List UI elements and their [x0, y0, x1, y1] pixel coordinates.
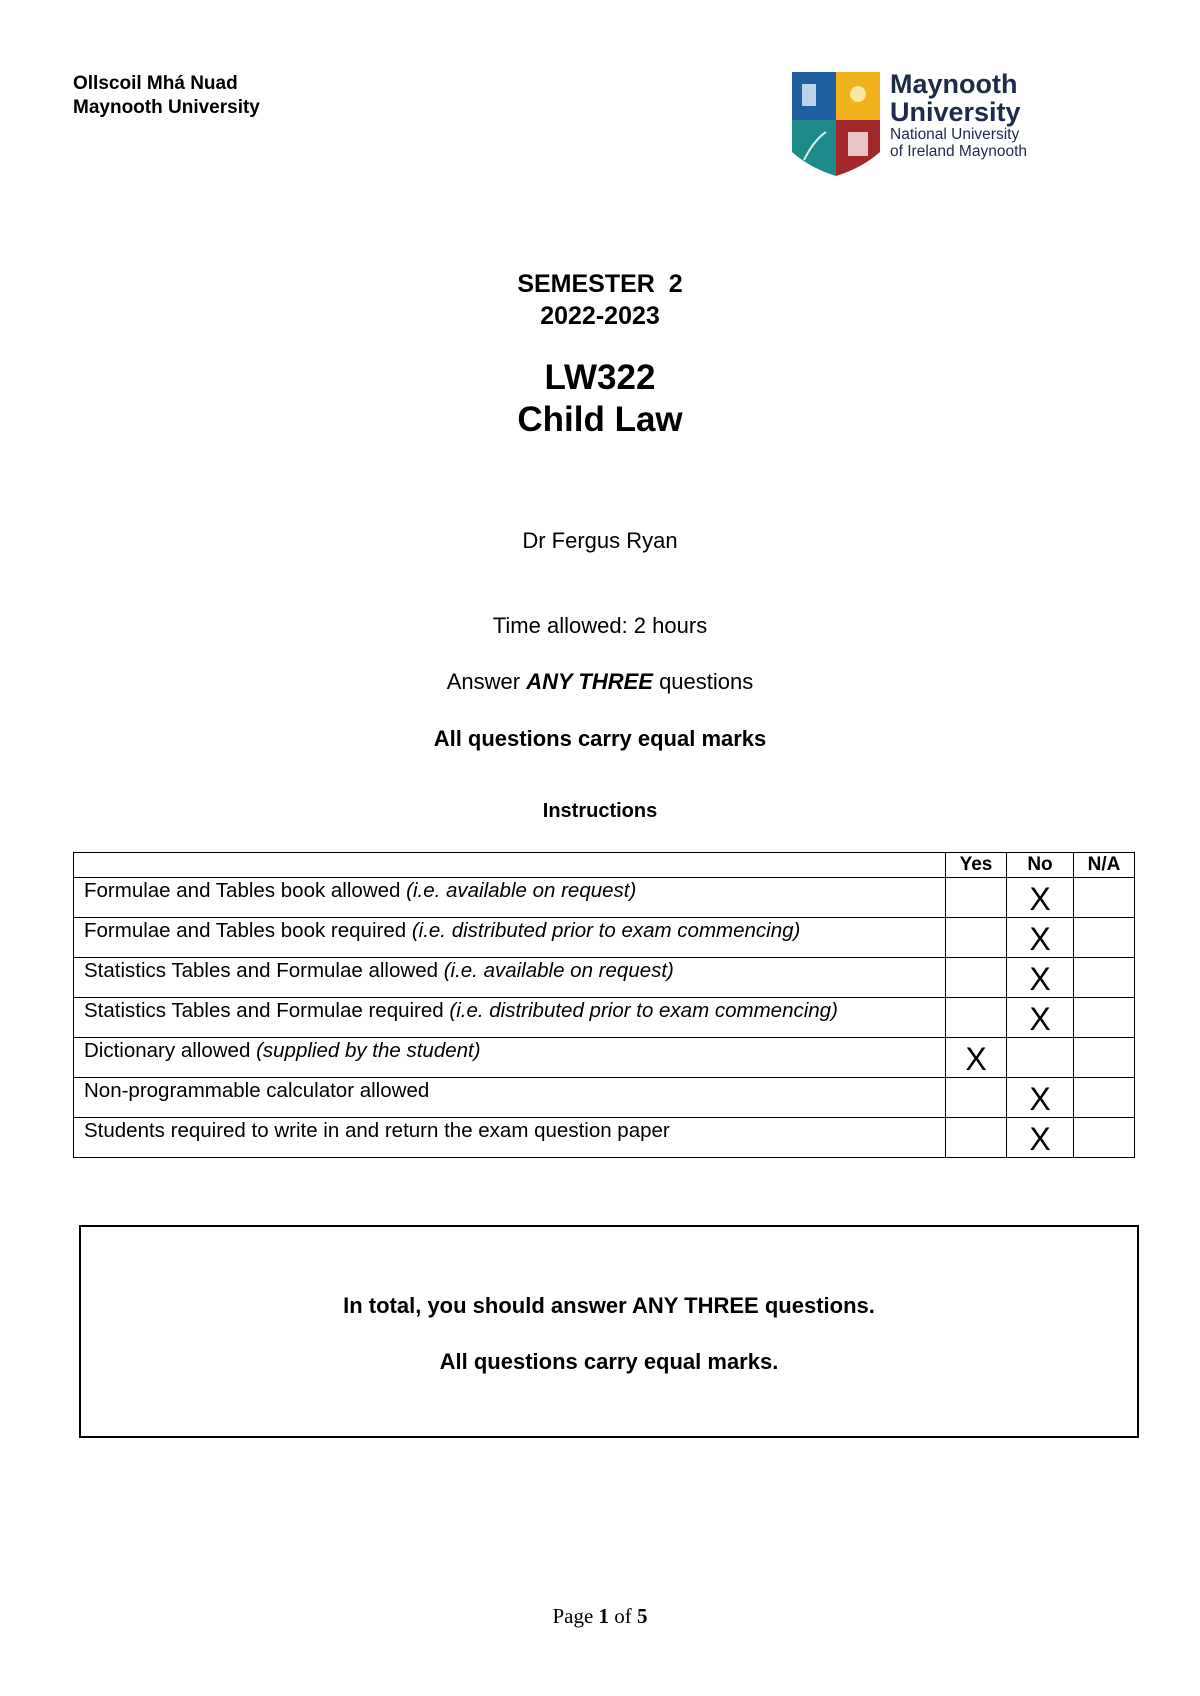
logo-line-university: University [890, 97, 1021, 127]
page-prefix: Page [552, 1604, 599, 1628]
mark-cell-no [1007, 1038, 1074, 1078]
summary-box [79, 1225, 1139, 1438]
option-label [74, 878, 946, 918]
option-label-text: Dictionary allowed [84, 1039, 257, 1062]
instructions-heading: Instructions [542, 800, 658, 822]
mark-cell-na [1074, 918, 1135, 958]
page-mid: of [609, 1604, 638, 1628]
option-label-note: (supplied by the student) [256, 1039, 481, 1062]
table-row [74, 1038, 1135, 1078]
mark-cell-na [1074, 878, 1135, 918]
option-label-text: Statistics Tables and Formulae required [84, 999, 450, 1022]
semester-label: SEMESTER 2 [517, 270, 683, 298]
mark-cell-yes [946, 1078, 1007, 1118]
mark-cell-no: X [1007, 878, 1074, 918]
mark-cell-na [1074, 958, 1135, 998]
mark-cell-na [1074, 998, 1135, 1038]
mark-cell-yes [946, 918, 1007, 958]
summary-line-2: All questions carry equal marks. [439, 1349, 779, 1374]
crest-icon [790, 70, 882, 180]
course-code: LW322 [544, 358, 656, 397]
table-row [74, 918, 1135, 958]
option-label [74, 998, 946, 1038]
option-label-text: Formulae and Tables book allowed [84, 879, 407, 902]
mark-cell-yes: X [946, 1038, 1007, 1078]
option-label-text: Statistics Tables and Formulae allowed [84, 959, 444, 982]
table-row [74, 1078, 1135, 1118]
equal-marks-note: All questions carry equal marks [433, 726, 767, 751]
mark-cell-yes [946, 958, 1007, 998]
option-label [74, 958, 946, 998]
mark-cell-yes [946, 1118, 1007, 1158]
academic-year: 2022-2023 [540, 302, 660, 330]
option-label [74, 1118, 946, 1158]
option-label-text: Students required to write in and return the exam question paper [84, 1119, 670, 1142]
table-row [74, 1118, 1135, 1158]
time-allowed: Time allowed: 2 hours [492, 613, 708, 638]
page-current: 1 [598, 1604, 610, 1628]
summary-line-1: In total, you should answer ANY THREE questions. [343, 1293, 875, 1318]
table-header-row [74, 853, 1135, 878]
mark-cell-no: X [1007, 918, 1074, 958]
mark-cell-na [1074, 1078, 1135, 1118]
semester-block [0, 268, 1200, 332]
column-header-no: No [1007, 853, 1074, 878]
university-name-english: Maynooth University [73, 97, 260, 118]
page-total: 5 [637, 1604, 648, 1628]
column-header-yes: Yes [946, 853, 1007, 878]
mark-cell-no: X [1007, 1118, 1074, 1158]
course-block [0, 357, 1200, 441]
mark-cell-yes [946, 878, 1007, 918]
logo-line-national: National University [890, 126, 1020, 143]
option-label-note: (i.e. available on request) [406, 879, 637, 902]
lecturer-name: Dr Fergus Ryan [522, 528, 678, 553]
option-label-note: (i.e. distributed prior to exam commencing) [449, 999, 838, 1022]
option-label [74, 1078, 946, 1118]
column-header-na: N/A [1074, 853, 1135, 878]
logo-line-ireland: of Ireland Maynooth [890, 143, 1028, 160]
option-label-note: (i.e. available on request) [443, 959, 674, 982]
table-row [74, 878, 1135, 918]
option-label-note: (i.e. distributed prior to exam commencing) [411, 919, 801, 942]
page-number [0, 1604, 1200, 1629]
answer-prefix: Answer [446, 669, 527, 694]
logo-line-maynooth: Maynooth [890, 69, 1018, 99]
mark-cell-no: X [1007, 958, 1074, 998]
instructions-table [73, 852, 1135, 1158]
mark-cell-no: X [1007, 998, 1074, 1038]
mark-cell-na [1074, 1118, 1135, 1158]
option-label-text: Formulae and Tables book required [84, 919, 412, 942]
mark-cell-na [1074, 1038, 1135, 1078]
answer-suffix: questions [652, 669, 754, 694]
option-label [74, 1038, 946, 1078]
option-label [74, 918, 946, 958]
mark-cell-yes [946, 998, 1007, 1038]
university-name [73, 72, 260, 120]
table-row [74, 958, 1135, 998]
university-logo [790, 70, 1040, 180]
answer-emphasis: ANY THREE [526, 669, 653, 694]
answer-instruction [0, 669, 1200, 695]
course-title: Child Law [517, 400, 683, 439]
university-name-irish: Ollscoil Mhá Nuad [73, 73, 238, 94]
table-row [74, 998, 1135, 1038]
header-blank [74, 853, 946, 878]
mark-cell-no: X [1007, 1078, 1074, 1118]
option-label-text: Non-programmable calculator allowed [84, 1079, 430, 1102]
